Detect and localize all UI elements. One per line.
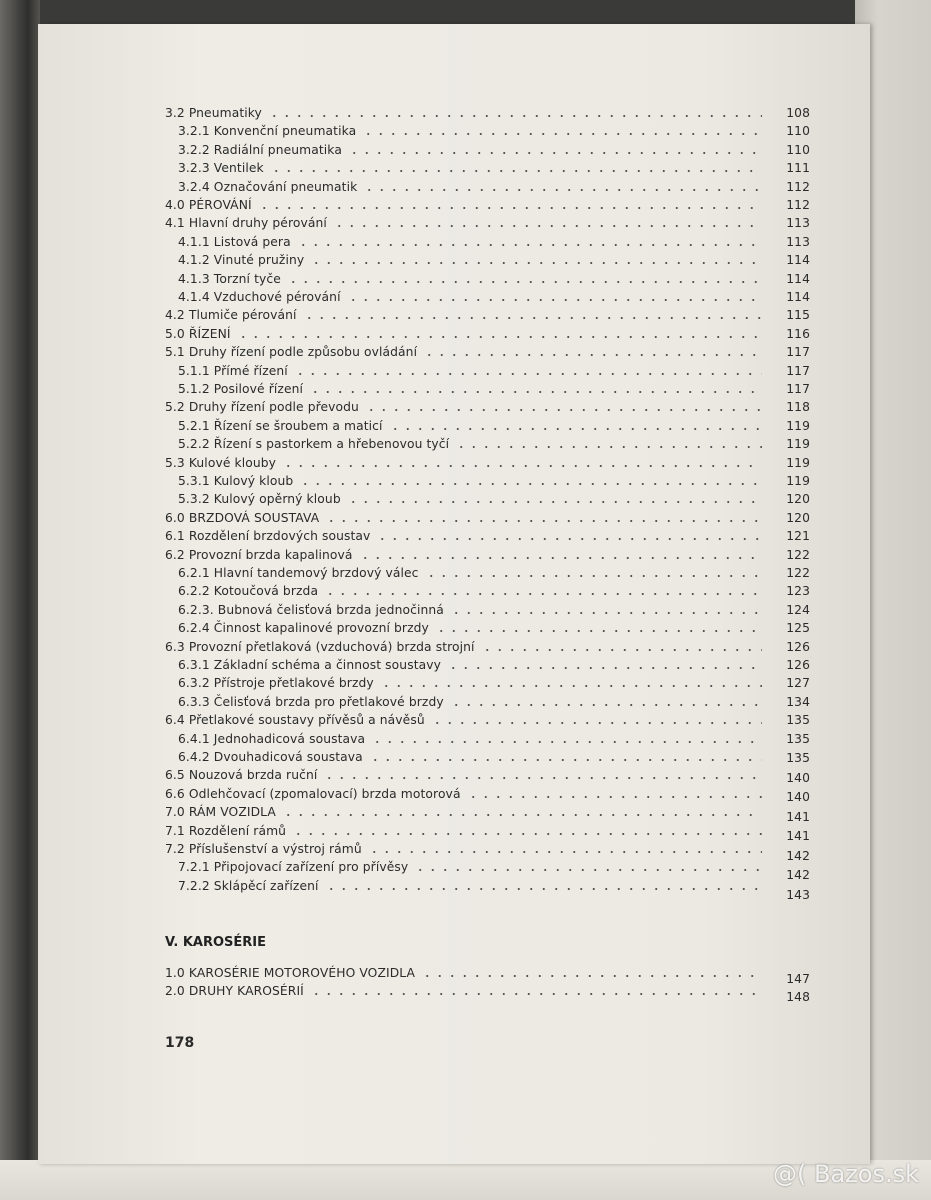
dot-leader [450,695,762,707]
toc-entry [165,544,810,562]
dot-leader [310,253,762,265]
toc-entry-page: 126 [786,658,810,672]
toc-entry-page: 108 [786,106,810,120]
toc-entry-page: 120 [786,510,810,525]
toc-entry [165,286,810,304]
toc-entry [165,962,810,986]
toc-entry-page: 143 [786,887,810,902]
dot-leader [421,966,762,978]
toc-entry-page: 112 [786,198,810,212]
toc-entry-title: 7.2.2 Sklápěcí zařízení [178,878,319,893]
toc-entry-page: 111 [786,161,810,176]
toc-entry [165,470,810,488]
toc-entry-page: 120 [786,492,810,507]
toc-entry-title: 6.1 Rozdělení brzdových soustav [165,529,371,544]
dot-leader [333,216,762,228]
toc-entry [165,728,810,746]
toc-entry [165,875,810,902]
toc-entry-page: 113 [786,234,810,249]
toc-entry-title: 6.4.1 Jednohadicová soustava [178,731,366,746]
toc-entry-title: 6.2.1 Hlavní tandemový brzdový válec [178,566,419,580]
toc-entry [165,599,810,617]
toc-entry-title: 4.0 PÉROVÁNÍ [165,198,252,212]
dot-leader [347,290,762,302]
toc-entry [165,378,810,396]
dot-leader [447,658,762,670]
toc-entry-title: 1.0 KAROSÉRIE MOTOROVÉHO VOZIDLA [165,966,416,980]
toc-entry-page: 117 [786,382,810,396]
toc-entry-title: 6.3.2 Přístroje přetlakové brzdy [178,676,374,691]
toc-entry-title: 6.4.2 Dvouhadicová soustava [178,750,363,764]
toc-entry-title: 3.2.2 Radiální pneumatika [178,142,342,157]
toc-entry-title: 3.2 Pneumatiky [165,106,262,120]
dot-leader [414,860,762,872]
toc-entry-page: 113 [786,216,810,231]
toc-entry-title: 3.2.4 Označování pneumatik [178,179,358,194]
dot-leader [455,437,762,449]
toc-entry-title: 4.1.3 Torzní tyče [178,271,281,286]
toc-entry-page: 114 [786,253,810,268]
dot-leader [376,529,762,541]
toc-entry-title: 6.2 Provozní brzda kapalinová [165,547,353,562]
dot-leader [435,621,762,633]
toc-entry-page: 117 [786,363,810,378]
dot-leader [310,984,762,996]
toc-entry-page: 119 [786,437,810,452]
toc-entry-page: 135 [786,751,810,766]
toc-entry-title: 7.2 Příslušenství a výstroj rámů [165,842,362,856]
toc-entry [165,580,810,598]
page-number: 178 [165,1035,195,1051]
toc-entry-title: 4.1.2 Vinuté pružiny [178,253,305,268]
dot-leader [348,143,762,155]
toc-entry-page: 118 [786,400,810,415]
dot-leader [303,308,762,320]
toc-entry [165,617,810,635]
toc-entry-title: 4.1.4 Vzduchové pérování [178,290,341,304]
toc-entry-title: 5.2 Druhy řízení podle převodu [165,400,359,415]
toc-entry-page: 124 [786,602,810,617]
dot-leader [362,124,762,136]
toc-entry-page: 142 [786,848,810,863]
toc-entry [165,691,810,709]
dot-leader [431,713,762,725]
toc-entry-title: 7.2.1 Připojovací zařízení pro přívěsy [178,860,409,875]
toc-entry-title: 5.3.2 Kulový opěrný kloub [178,492,341,507]
toc-entry-title: 4.2 Tlumiče pérování [165,308,297,323]
dot-leader [297,235,762,247]
toc-entry [165,764,810,785]
toc-entry-page: 141 [786,809,810,824]
toc-entry-title: 6.6 Odlehčovací (zpomalovací) brzda motorová [165,786,461,801]
dot-leader [365,400,762,412]
toc-entry-page: 112 [786,179,810,194]
toc-entry-title: 5.2.1 Řízení se šroubem a maticí [178,418,383,433]
toc-entry [165,709,810,727]
toc-entry-title: 6.4 Přetlakové soustavy přívěsů a návěsů [165,713,425,728]
toc-entry-title: 6.0 BRZDOVÁ SOUSTAVA [165,510,320,525]
dot-leader [363,180,762,192]
dot-leader [292,824,762,836]
dot-leader [347,492,762,504]
toc-entry-title: 6.3.1 Základní schéma a činnost soustavy [178,658,442,672]
toc-entry-title: 3.2.1 Konvenční pneumatika [178,124,357,139]
toc-entry-title: 5.1 Druhy řízení podle způsobu ovládání [165,345,418,360]
toc-entry [165,452,810,470]
toc-entry-title: 6.3.3 Čelisťová brzda pro přetlakové brzdy [178,694,444,709]
toc-entry-title: 2.0 DRUHY KAROSÉRIÍ [165,983,304,998]
toc-entry-page: 147 [786,972,810,986]
toc-entry [165,304,810,322]
toc-entry-page: 115 [786,308,810,323]
toc-entry-title: 4.1 Hlavní druhy pérování [165,216,327,231]
toc-entry [165,820,810,844]
toc-entry-page: 110 [786,142,810,157]
toc-entry [165,249,810,267]
toc-entry-title: 6.3 Provozní přetlaková (vzduchová) brzda strojní [165,639,475,654]
book-spine-shadow [0,0,40,1200]
dot-leader [282,805,762,817]
toc-entry [165,120,810,138]
toc-entry-page: 114 [786,290,810,304]
toc-entry [165,562,810,580]
toc-entry-title: 3.2.3 Ventilek [178,161,264,176]
toc-entry [165,194,810,212]
dot-leader [359,548,762,560]
section-heading: V. KAROSÉRIE [165,935,267,950]
toc-entry-page: 140 [786,770,810,785]
dot-leader [368,842,762,854]
toc-entry-page: 116 [786,326,810,341]
toc-entry [165,323,810,341]
toc-entry [165,801,810,824]
toc-entry-title: 6.2.2 Kotoučová brzda [178,584,319,599]
toc-entry-page: 119 [786,474,810,488]
dot-leader [425,566,762,578]
toc-entry-page: 140 [786,790,810,805]
toc-entry [165,746,810,764]
toc-entry [165,488,810,506]
toc-entry [165,672,810,690]
toc-entry [165,415,810,433]
dot-leader [294,364,762,376]
toc-entry-title: 7.0 RÁM VOZIDLA [165,805,276,820]
toc-entry [165,176,810,194]
toc-entry [165,433,810,451]
toc-entry-page: 135 [786,713,810,728]
toc-entry [165,157,810,175]
toc-entry-title: 7.1 Rozdělení rámů [165,823,287,838]
dot-leader [325,879,762,891]
toc-entry [165,856,810,883]
toc-entry-page: 121 [786,529,810,544]
dot-leader [287,272,762,284]
toc-entry-page: 122 [786,547,810,562]
toc-entry-page: 114 [786,271,810,286]
toc-entry [165,212,810,230]
toc-entry-title: 5.3.1 Kulový kloub [178,474,294,488]
dot-leader [450,603,762,615]
dot-leader [325,511,762,523]
toc-entry-page: 142 [786,868,810,883]
toc-entry [165,838,810,863]
toc-entry [165,654,810,672]
toc-entry-title: 4.1.1 Listová pera [178,234,291,249]
dot-leader [467,787,762,799]
toc-entry-page: 127 [786,676,810,691]
dot-leader [324,584,762,596]
watermark: @( Bazos.sk [773,1160,919,1188]
toc-entry-page: 125 [786,621,810,636]
toc-entry [165,980,810,1004]
toc-entry-title: 5.1.1 Přímé řízení [178,363,288,378]
dot-leader [258,198,762,210]
toc-entry [165,783,810,805]
dot-leader [371,732,762,744]
dot-leader [380,676,762,688]
dot-leader [309,382,762,394]
toc-entry-page: 122 [786,566,810,580]
toc-entry-title: 6.5 Nouzová brzda ruční [165,768,318,783]
dot-leader [389,419,762,431]
toc-entry [165,360,810,378]
dot-leader [369,750,762,762]
toc-entry [165,507,810,525]
toc-entry-title: 6.2.3. Bubnová čelisťová brzda jednočinná [178,602,444,617]
toc-entry [165,268,810,286]
dot-leader [423,345,762,357]
toc-entry [165,139,810,157]
dot-leader [270,161,762,173]
toc-entry-title: 5.1.2 Posilové řízení [178,382,304,396]
toc-entry-page: 141 [786,829,810,844]
toc-entry [165,396,810,414]
toc-entry-title: 6.2.4 Činnost kapalinové provozní brzdy [178,621,429,636]
dot-leader [268,106,762,118]
toc-entry-page: 148 [786,989,810,1004]
toc-entry-page: 126 [786,639,810,654]
toc-entry-title: 5.0 ŘÍZENÍ [165,326,231,341]
toc-entry-page: 119 [786,455,810,470]
toc-entry-page: 119 [786,418,810,433]
toc-entry-title: 5.3 Kulové klouby [165,455,277,470]
toc-entry-page: 123 [786,584,810,599]
dot-leader [323,768,762,780]
toc-entry [165,341,810,359]
toc-entry [165,636,810,654]
toc-entry-page: 135 [786,731,810,746]
dot-leader [481,640,762,652]
toc-entry-page: 117 [786,345,810,360]
toc-entry [165,525,810,543]
toc-entry [165,231,810,249]
dot-leader [299,474,762,486]
dot-leader [237,327,762,339]
dot-leader [282,456,762,468]
toc-entry-page: 134 [786,694,810,709]
toc-entry [165,102,810,120]
toc-entry-title: 5.2.2 Řízení s pastorkem a hřebenovou tyčí [178,437,450,452]
toc-entry-page: 110 [786,124,810,139]
